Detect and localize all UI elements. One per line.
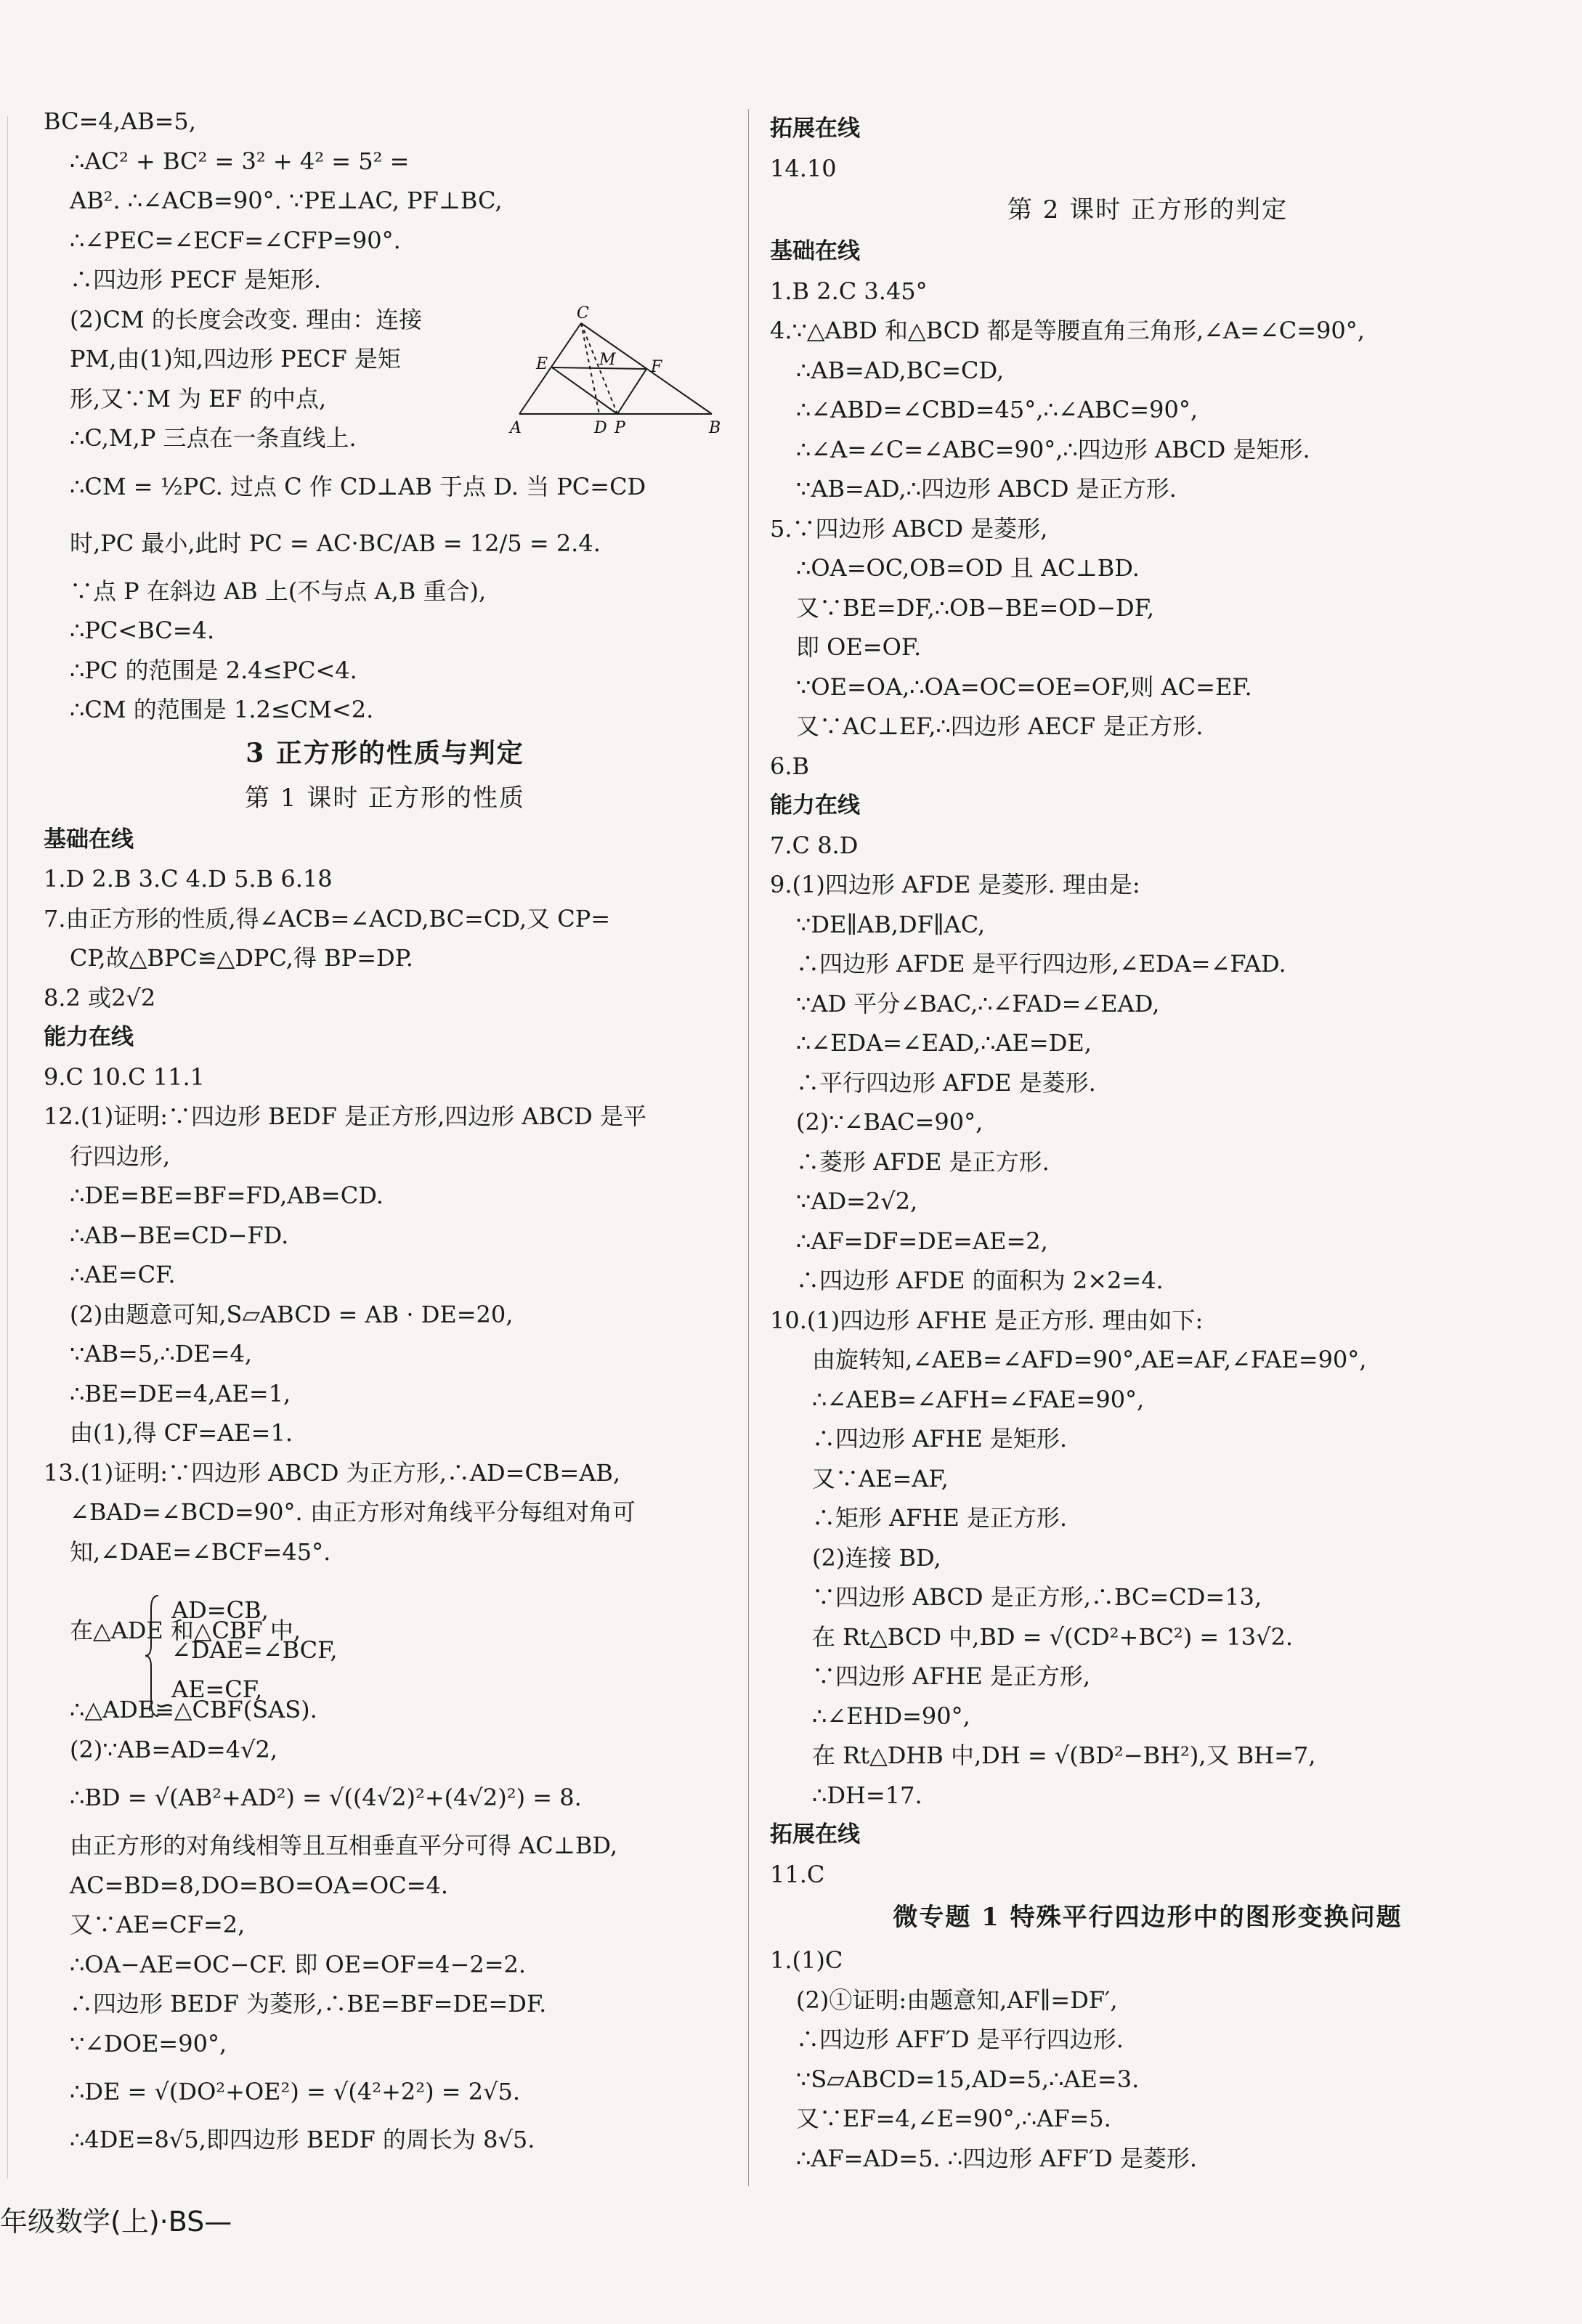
text-line: 1.B 2.C 3.45° [770,277,928,305]
topic-title: 微专题 1 特殊平行四边形中的图形变换问题 [893,1903,1403,1932]
text-line: BC=4,AB=5, [44,107,196,135]
text-line: PM,由(1)知,四边形 PECF 是矩 [70,345,401,373]
brace-symbol [145,1594,160,1718]
section-heading: 能力在线 [44,1024,134,1050]
lesson-title: 第 1 课时 正方形的性质 [244,783,526,813]
text-line: (2)①证明:由题意知,AF∥=DF′, [796,1986,1118,2014]
text-line: 1.(1)C [770,1946,843,1974]
text-line: 14.10 [770,154,837,182]
text-line: AB². ∴∠ACB=90°. ∵PE⊥AC, PF⊥BC, [70,187,503,214]
label-b: B [709,419,721,437]
text-line: ∠BAD=∠BCD=90°. 由正方形对角线平分每组对角可 [70,1498,636,1526]
text-line: 时,PC 最小,此时 PC = AC·BC/AB = 12/5 = 2.4. [70,529,601,557]
text-line: 又∵AE=AF, [812,1464,949,1492]
text-line: 5.∵四边形 ABCD 是菱形, [770,514,1048,543]
section-heading: 能力在线 [770,792,860,818]
text-line: (2)连接 BD, [812,1543,941,1572]
text-line: ∴矩形 AFHE 是正方形. [812,1504,1068,1532]
right-column [770,109,1525,2178]
text-line: ∴PC 的范围是 2.4≤PC<4. [70,656,357,684]
text-line: 在△ADE 和△CBF 中, [70,1617,301,1644]
text-line: ∵AD=2√2, [796,1187,918,1215]
text-line: 4.∵△ABD 和△BCD 都是等腰直角三角形,∠A=∠C=90°, [770,317,1365,344]
text-line: ∵∠DOE=90°, [70,2029,227,2057]
text-line: ∴四边形 AFDE 是平行四边形,∠EDA=∠FAD. [796,950,1286,978]
text-line: ∵AB=5,∴DE=4, [70,1340,253,1368]
text-line: ∴AC² + BC² = 3² + 4² = 5² = [70,147,410,175]
text-line: ∴BE=DE=4,AE=1, [70,1379,291,1407]
text-line: ∴CM = ½PC. 过点 C 作 CD⊥AB 于点 D. 当 PC=CD [70,472,646,500]
text-line: ∴AF=DF=DE=AE=2, [796,1227,1048,1255]
text-line: ∴四边形 AFDE 的面积为 2×2=4. [796,1267,1164,1294]
column-divider [748,109,749,2186]
text-line: ∴AB=AD,BC=CD, [796,356,1005,384]
lesson-title: 第 2 课时 正方形的判定 [1007,195,1289,224]
text-line: (2)∵AB=AD=4√2, [70,1735,277,1763]
label-c: C [577,305,589,322]
text-line: 形,又∵M 为 EF 的中点, [70,384,327,413]
text-line: ∴C,M,P 三点在一条直线上. [70,424,357,452]
text-line: ∴四边形 AFHE 是矩形. [812,1425,1068,1452]
system-line: AE=CF, [171,1675,263,1703]
text-line: 由正方形的对角线相等且互相垂直平分可得 AC⊥BD, [70,1832,618,1859]
text-line: 又∵AC⊥EF,∴四边形 AECF 是正方形. [796,712,1204,740]
text-line: ∴∠A=∠C=∠ABC=90°,∴四边形 ABCD 是矩形. [796,435,1310,463]
text-line: 13.(1)证明:∵四边形 ABCD 为正方形,∴AD=CB=AB, [44,1458,621,1487]
text-line: CP,故△BPC≌△DPC,得 BP=DP. [70,944,413,972]
text-line: ∴∠EHD=90°, [812,1702,970,1730]
text-line: ∴BD = √(AB²+AD²) = √((4√2)²+(4√2)²) = 8. [70,1784,582,1811]
text-line: ∴AB−BE=CD−FD. [70,1221,289,1249]
text-line: 由(1),得 CF=AE=1. [70,1419,293,1447]
text-line: 1.D 2.B 3.C 4.D 5.B 6.18 [44,865,333,893]
text-line: 行四边形, [70,1142,171,1170]
text-line: ∴AF=AD=5. ∴四边形 AFF′D 是菱形. [796,2144,1198,2172]
text-line: 9.C 10.C 11.1 [44,1063,205,1091]
text-line: ∵OE=OA,∴OA=OC=OE=OF,则 AC=EF. [796,673,1252,701]
text-line: ∵四边形 ABCD 是正方形,∴BC=CD=13, [812,1583,1262,1611]
text-line: ∵点 P 在斜边 AB 上(不与点 A,B 重合), [70,577,487,605]
text-line: ∴四边形 PECF 是矩形. [70,266,322,293]
section-title: 3 正方形的性质与判定 [246,737,524,768]
text-line: ∴PC<BC=4. [70,617,215,644]
section-heading: 拓展在线 [770,1821,860,1848]
label-a: A [510,419,522,437]
text-line: 由旋转知,∠AEB=∠AFD=90°,AE=AF,∠FAE=90°, [812,1346,1367,1373]
text-line: ∴CM 的范围是 1.2≤CM<2. [70,696,374,723]
system-line: ∠DAE=∠BCF, [171,1636,338,1664]
label-m: M [599,351,616,369]
text-line: ∵S▱ABCD=15,AD=5,∴AE=3. [796,2065,1140,2093]
label-d: D [594,419,607,437]
text-line: 又∵EF=4,∠E=90°,∴AF=5. [796,2105,1111,2132]
label-f: F [651,358,662,376]
text-line: 9.(1)四边形 AFDE 是菱形. 理由是: [770,871,1140,898]
text-line: ∴OA−AE=OC−CF. 即 OE=OF=4−2=2. [70,1950,527,1978]
text-line: ∴DE=BE=BF=FD,AB=CD. [70,1182,384,1209]
text-line: ∴平行四边形 AFDE 是菱形. [796,1068,1096,1097]
text-line: 7.由正方形的性质,得∠ACB=∠ACD,BC=CD,又 CP= [44,904,611,933]
text-line: AC=BD=8,DO=BO=OA=OC=4. [70,1871,448,1899]
text-line: 即 OE=OF. [796,633,922,661]
text-line: ∴∠ABD=∠CBD=45°,∴∠ABC=90°, [796,396,1198,423]
text-line: ∴DH=17. [812,1781,922,1809]
page-footer: 年级数学(上)·BS— [0,2206,232,2238]
text-line: ∴DE = √(DO²+OE²) = √(4²+2²) = 2√5. [70,2078,520,2105]
text-line: (2)CM 的长度会改变. 理由：连接 [70,305,423,333]
text-line: ∴四边形 BEDF 为菱形,∴BE=BF=DE=DF. [70,1990,547,2018]
text-line: ∵四边形 AFHE 是正方形, [812,1662,1091,1690]
section-heading: 基础在线 [44,826,134,853]
text-line: (2)∵∠BAC=90°, [796,1108,983,1136]
label-e: E [536,355,548,373]
label-p: P [614,419,625,437]
text-line: ∵AD 平分∠BAC,∴∠FAD=∠EAD, [796,989,1160,1017]
text-line: ∴∠EDA=∠EAD,∴AE=DE, [796,1029,1092,1057]
text-line: 6.B [770,752,810,780]
text-line: ∴菱形 AFDE 是正方形. [796,1147,1050,1176]
text-line: 又∵AE=CF=2, [70,1911,246,1938]
text-line: ∵AB=AD,∴四边形 ABCD 是正方形. [796,475,1177,503]
text-line: 8.2 或2√2 [44,983,156,1012]
text-line: ∴4DE=8√5,即四边形 BEDF 的周长为 8√5. [70,2126,535,2153]
text-line: 12.(1)证明:∵四边形 BEDF 是正方形,四边形 ABCD 是平 [44,1102,646,1130]
text-line: 知,∠DAE=∠BCF=45°. [70,1537,331,1566]
text-line: (2)由题意可知,S▱ABCD = AB · DE=20, [70,1300,514,1328]
text-line: 在 Rt△BCD 中,BD = √(CD²+BC²) = 13√2. [812,1622,1294,1651]
text-line: ∵DE∥AB,DF∥AC, [796,910,986,938]
text-line: 在 Rt△DHB 中,DH = √(BD²−BH²),又 BH=7, [812,1742,1316,1769]
text-line: ∴OA=OC,OB=OD 且 AC⊥BD. [796,554,1140,582]
section-heading: 拓展在线 [770,115,860,142]
margin-rule [7,116,8,2179]
text-line: ∴四边形 AFF′D 是平行四边形. [796,2026,1124,2053]
system-line: AD=CB, [171,1596,269,1624]
text-line: 7.C 8.D [770,831,859,859]
equation-system [171,1590,338,1710]
text-line: 11.C [770,1860,825,1888]
text-line: ∴∠PEC=∠ECF=∠CFP=90°. [70,226,401,254]
section-heading: 基础在线 [770,238,860,264]
text-line: ∴∠AEB=∠AFH=∠FAE=90°, [812,1385,1145,1413]
text-line: ∴AE=CF. [70,1261,176,1288]
text-line: 10.(1)四边形 AFHE 是正方形. 理由如下: [770,1306,1204,1334]
triangle-figure [508,305,726,443]
text-line: 又∵BE=DF,∴OB−BE=OD−DF, [796,593,1155,622]
text-line: ∴△ADE≌△CBF(SAS). [70,1696,317,1723]
